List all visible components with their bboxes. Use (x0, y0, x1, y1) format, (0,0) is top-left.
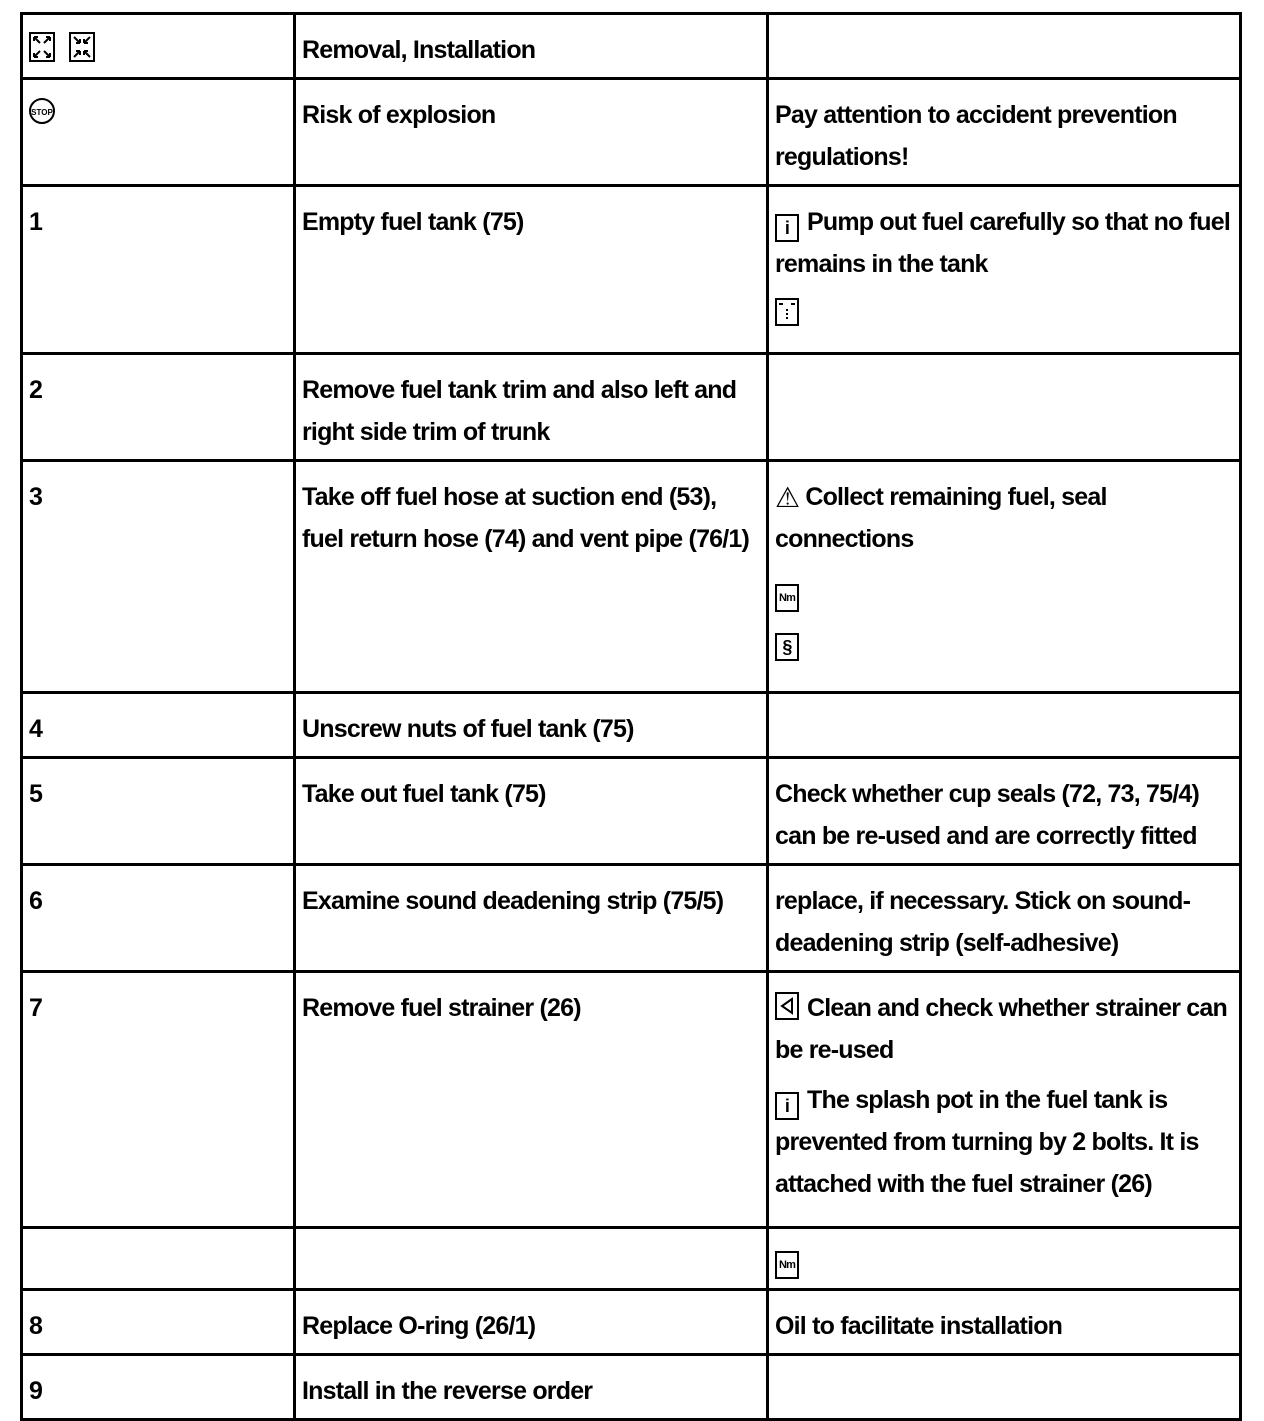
step-number: 8 (22, 1290, 295, 1355)
step-note: Clean and check whether strainer can be re-used (775, 994, 1227, 1064)
safety-hazard: Risk of explosion (295, 79, 768, 186)
step-action (295, 1228, 768, 1290)
step-action: Empty fuel tank (75) (295, 186, 768, 354)
special-tool-icon: § (775, 633, 799, 661)
header-row (22, 14, 1241, 79)
step-number: 6 (22, 865, 295, 972)
procedure-table (20, 12, 1242, 1421)
table-row (22, 865, 1241, 972)
warning-icon: ⚠ (775, 481, 800, 514)
step-note (768, 1355, 1241, 1420)
step-note-cell (768, 186, 1241, 354)
table-row (22, 354, 1241, 461)
header-empty-cell (768, 14, 1241, 79)
step-number: 9 (22, 1355, 295, 1420)
table-row (22, 186, 1241, 354)
step-action: Unscrew nuts of fuel tank (75) (295, 693, 768, 758)
inspect-icon (775, 992, 799, 1020)
table-row (22, 1290, 1241, 1355)
table-row (22, 461, 1241, 693)
stop-icon: STOP (29, 98, 55, 124)
safety-row (22, 79, 1241, 186)
torque-nm-icon: Nm (775, 1251, 799, 1279)
table-row (22, 758, 1241, 865)
step-number: 7 (22, 972, 295, 1228)
step-action: Take out fuel tank (75) (295, 758, 768, 865)
safety-icon-cell (22, 79, 295, 186)
step-action: Remove fuel strainer (26) (295, 972, 768, 1228)
table-row (22, 1228, 1241, 1290)
installation-icon (69, 32, 95, 62)
fuel-container-icon (775, 298, 799, 326)
step-number (22, 1228, 295, 1290)
step-action: Replace O-ring (26/1) (295, 1290, 768, 1355)
step-number: 4 (22, 693, 295, 758)
step-number: 2 (22, 354, 295, 461)
step-action: Remove fuel tank trim and also left and right side trim of trunk (295, 354, 768, 461)
safety-note: Pay attention to accident prevention regulations! (768, 79, 1241, 186)
torque-nm-icon: Nm (775, 584, 799, 612)
info-icon: i (775, 1092, 799, 1120)
table-row (22, 693, 1241, 758)
step-note-2: The splash pot in the fuel tank is prevented from turning by 2 bolts. It is attached with the fuel strainer (26) (775, 1086, 1199, 1198)
table-row (22, 972, 1241, 1228)
removal-icon (29, 32, 55, 62)
step-action: Install in the reverse order (295, 1355, 768, 1420)
step-note-cell (768, 972, 1241, 1228)
step-number: 3 (22, 461, 295, 693)
info-icon: i (775, 214, 799, 242)
step-action: Examine sound deadening strip (75/5) (295, 865, 768, 972)
step-note: replace, if necessary. Stick on sound-deadening strip (self-adhesive) (768, 865, 1241, 972)
table-row (22, 1355, 1241, 1420)
step-note (768, 354, 1241, 461)
step-note: Oil to facilitate installation (768, 1290, 1241, 1355)
header-icons-cell (22, 14, 295, 79)
step-action: Take off fuel hose at suction end (53), fuel return hose (74) and vent pipe (76/1) (295, 461, 768, 693)
step-number: 5 (22, 758, 295, 865)
step-note-cell (768, 1228, 1241, 1290)
step-number: 1 (22, 186, 295, 354)
step-note-cell (768, 461, 1241, 693)
step-note (768, 693, 1241, 758)
step-note: Pump out fuel carefully so that no fuel remains in the tank (775, 208, 1230, 278)
step-note: Check whether cup seals (72, 73, 75/4) can be re-used and are correctly fitted (768, 758, 1241, 865)
header-title: Removal, Installation (295, 14, 768, 79)
step-note: Collect remaining fuel, seal connections (775, 483, 1107, 553)
